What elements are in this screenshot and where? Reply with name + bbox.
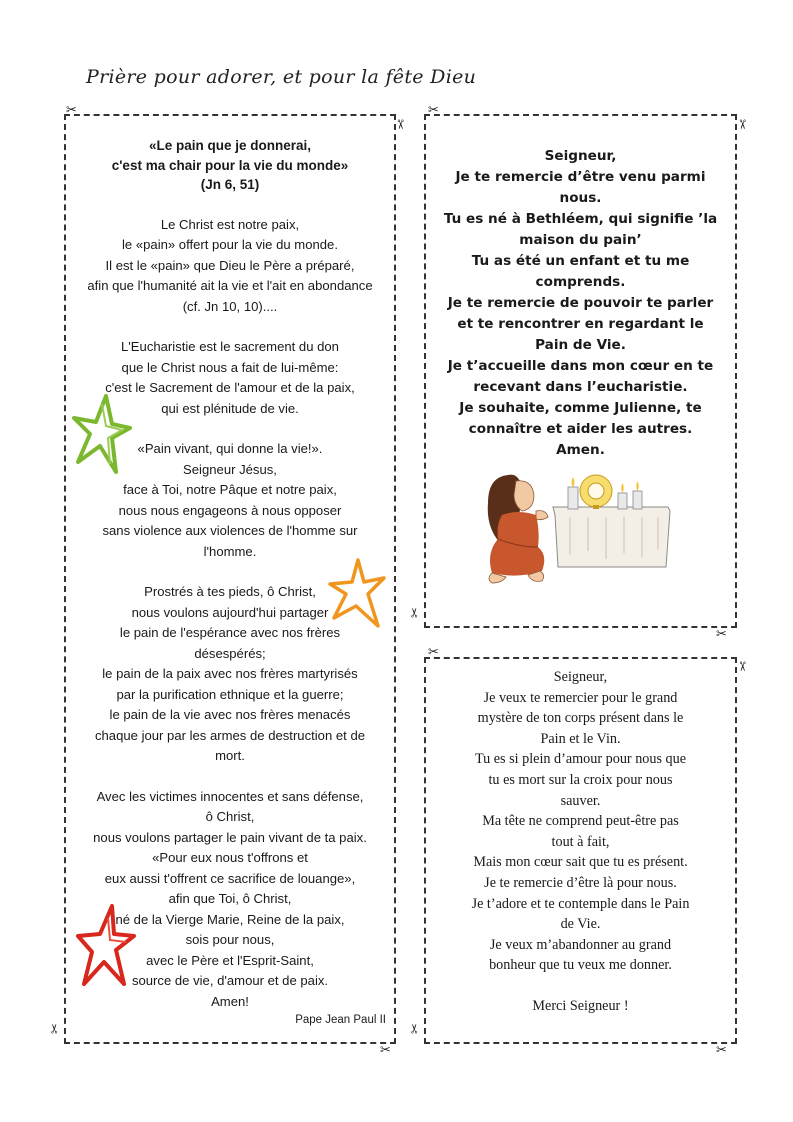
scissors-icon: ✂	[716, 1043, 727, 1058]
prayer-line: Amen.	[556, 442, 605, 458]
scissors-icon: ✂	[428, 103, 439, 118]
prayer-line: Ma tête ne comprend peut-être pas	[482, 813, 679, 830]
prayer-line: par la purification ethnique et la guerre;	[116, 686, 344, 702]
prayer-line: Je te remercie d’être là pour nous.	[484, 874, 677, 891]
prayer-line: le «pain» offert pour la vie du monde.	[122, 237, 338, 252]
scissors-icon: ✂	[47, 1023, 63, 1034]
prayer-line: que le Christ nous a fait de lui-même:	[121, 359, 339, 375]
left-prayer-heading	[78, 136, 382, 195]
prayer-line: tu es mort sur la croix pour nous	[488, 771, 673, 788]
prayer-line: Mais mon cœur sait que tu es présent.	[473, 854, 688, 871]
prayer-line: face à Toi, notre Pâque et notre paix,	[123, 482, 337, 497]
prayer-line: Il est le «pain» que Dieu le Père a préparé,	[105, 257, 355, 273]
prayer-line: afin que l'humanité ait la vie et l'ait en abondance	[87, 278, 373, 293]
scissors-icon: ✂	[407, 1023, 423, 1034]
prayer-line: nous voulons aujourd'hui partager	[131, 604, 329, 620]
top-right-prayer-text	[436, 146, 725, 461]
prayer-line: Tu es si plein d’amour pour nous que	[474, 751, 687, 768]
bottom-right-prayer-card	[424, 657, 737, 1044]
prayer-line: Je te remercie d’être venu parmi	[455, 169, 706, 185]
prayer-line: nous voulons partager le pain vivant de ta paix.	[93, 829, 367, 845]
prayer-line: avec le Père et l'Esprit-Saint,	[146, 952, 314, 968]
signature: Pape Jean Paul II	[295, 1014, 386, 1026]
prayer-line: et te rencontrer en regardant le	[457, 316, 704, 332]
prayer-line: c'est le Sacrement de l'amour et de la paix,	[105, 380, 355, 395]
bottom-right-prayer-text	[440, 667, 721, 1017]
scissors-icon: ✂	[428, 645, 439, 660]
prayer-line: l'homme.	[203, 543, 257, 559]
scissors-icon: ✂	[733, 661, 749, 672]
prayer-line: recevant dans l’eucharistie.	[473, 379, 688, 395]
prayer-line: source de vie, d'amour et de paix.	[131, 973, 329, 988]
prayer-line: nous nous engageons à nous opposer	[118, 502, 342, 518]
prayer-line: Seigneur Jésus,	[183, 461, 277, 477]
green-star-icon	[72, 394, 132, 476]
prayer-line: chaque jour par les armes de destruction et de	[94, 727, 366, 743]
scissors-icon: ✂	[391, 119, 407, 130]
prayer-line: «Pour eux nous t'offrons et	[152, 850, 308, 865]
prayer-line: le pain de la vie avec nos frères menacés	[109, 707, 351, 722]
prayer-line: ô Christ,	[205, 809, 255, 824]
prayer-line: Seigneur,	[544, 148, 617, 164]
scissors-icon: ✂	[716, 627, 727, 642]
prayer-line: connaître et aider les autres.	[468, 421, 693, 437]
prayer-line: qui est plénitude de vie.	[161, 400, 299, 416]
prayer-line: né de la Vierge Marie, Reine de la paix,	[115, 911, 345, 927]
closing-line: Merci Seigneur !	[532, 997, 629, 1014]
prayer-line: Tu es né à Bethléem, qui signifie ’la	[443, 211, 718, 227]
prayer-line: Je veux te remercier pour le grand	[483, 689, 678, 706]
prayer-line: Prostrés à tes pieds, ô Christ,	[144, 584, 316, 599]
prayer-line: Je t’accueille dans mon cœur en te	[447, 358, 714, 374]
red-star-icon	[76, 904, 136, 988]
praying-girl-illustration	[478, 455, 678, 590]
prayer-line: sans violence aux violences de l'homme sur	[102, 523, 358, 538]
prayer-line: comprends.	[535, 274, 626, 290]
prayer-line: de Vie.	[560, 916, 601, 933]
prayer-line: Pain et le Vin.	[540, 730, 621, 747]
prayer-line: mort.	[215, 748, 245, 763]
prayer-line: Tu as été un enfant et tu me	[471, 253, 690, 269]
scissors-icon: ✂	[733, 119, 749, 130]
prayer-line: bonheur que tu veux me donner.	[489, 957, 672, 974]
prayer-line: Je veux m’abandonner au grand	[489, 936, 672, 953]
prayer-line: L'Eucharistie est le sacrement du don	[121, 339, 339, 354]
heading-line: «Le pain que je donnerai,	[148, 138, 312, 153]
heading-line: (Jn 6, 51)	[200, 177, 260, 192]
prayer-line: Je t’adore et te contemple dans le Pain	[471, 895, 690, 912]
prayer-line: désespérés;	[194, 645, 266, 661]
prayer-paragraph	[78, 215, 382, 318]
prayer-line: maison du pain’	[519, 232, 642, 248]
prayer-line: sauver.	[560, 792, 601, 809]
prayer-line: Pain de Vie.	[535, 337, 626, 353]
prayer-line: nous.	[559, 190, 602, 206]
prayer-line: Avec les victimes innocentes et sans défense,	[96, 788, 364, 804]
prayer-line: (cf. Jn 10, 10)....	[182, 298, 278, 314]
prayer-line: afin que Toi, ô Christ,	[168, 891, 292, 906]
prayer-line: «Pain vivant, qui donne la vie!».	[137, 441, 323, 456]
prayer-line: sois pour nous,	[185, 932, 275, 947]
prayer-line: Le Christ est notre paix,	[160, 216, 300, 232]
prayer-line: Amen!	[211, 993, 249, 1009]
prayer-line: mystère de ton corps présent dans le	[477, 710, 684, 727]
scissors-icon: ✂	[380, 1043, 391, 1058]
scissors-icon: ✂	[407, 607, 423, 618]
scissors-icon: ✂	[66, 103, 77, 118]
prayer-line: tout à fait,	[551, 833, 610, 850]
prayer-line: Seigneur,	[553, 669, 608, 685]
orange-star-icon	[328, 556, 386, 630]
heading-line: c'est ma chair pour la vie du monde»	[111, 157, 349, 173]
page-title: Prière pour adorer, et pour la fête Dieu	[86, 66, 477, 88]
prayer-line: Je te remercie de pouvoir te parler	[447, 295, 714, 311]
prayer-line: eux aussi t'offrent ce sacrifice de louange»,	[104, 870, 356, 886]
prayer-line: le pain de l'espérance avec nos frères	[119, 625, 341, 640]
prayer-line: le pain de la paix avec nos frères martyrisés	[102, 666, 358, 681]
prayer-line: Je souhaite, comme Julienne, te	[459, 400, 702, 416]
